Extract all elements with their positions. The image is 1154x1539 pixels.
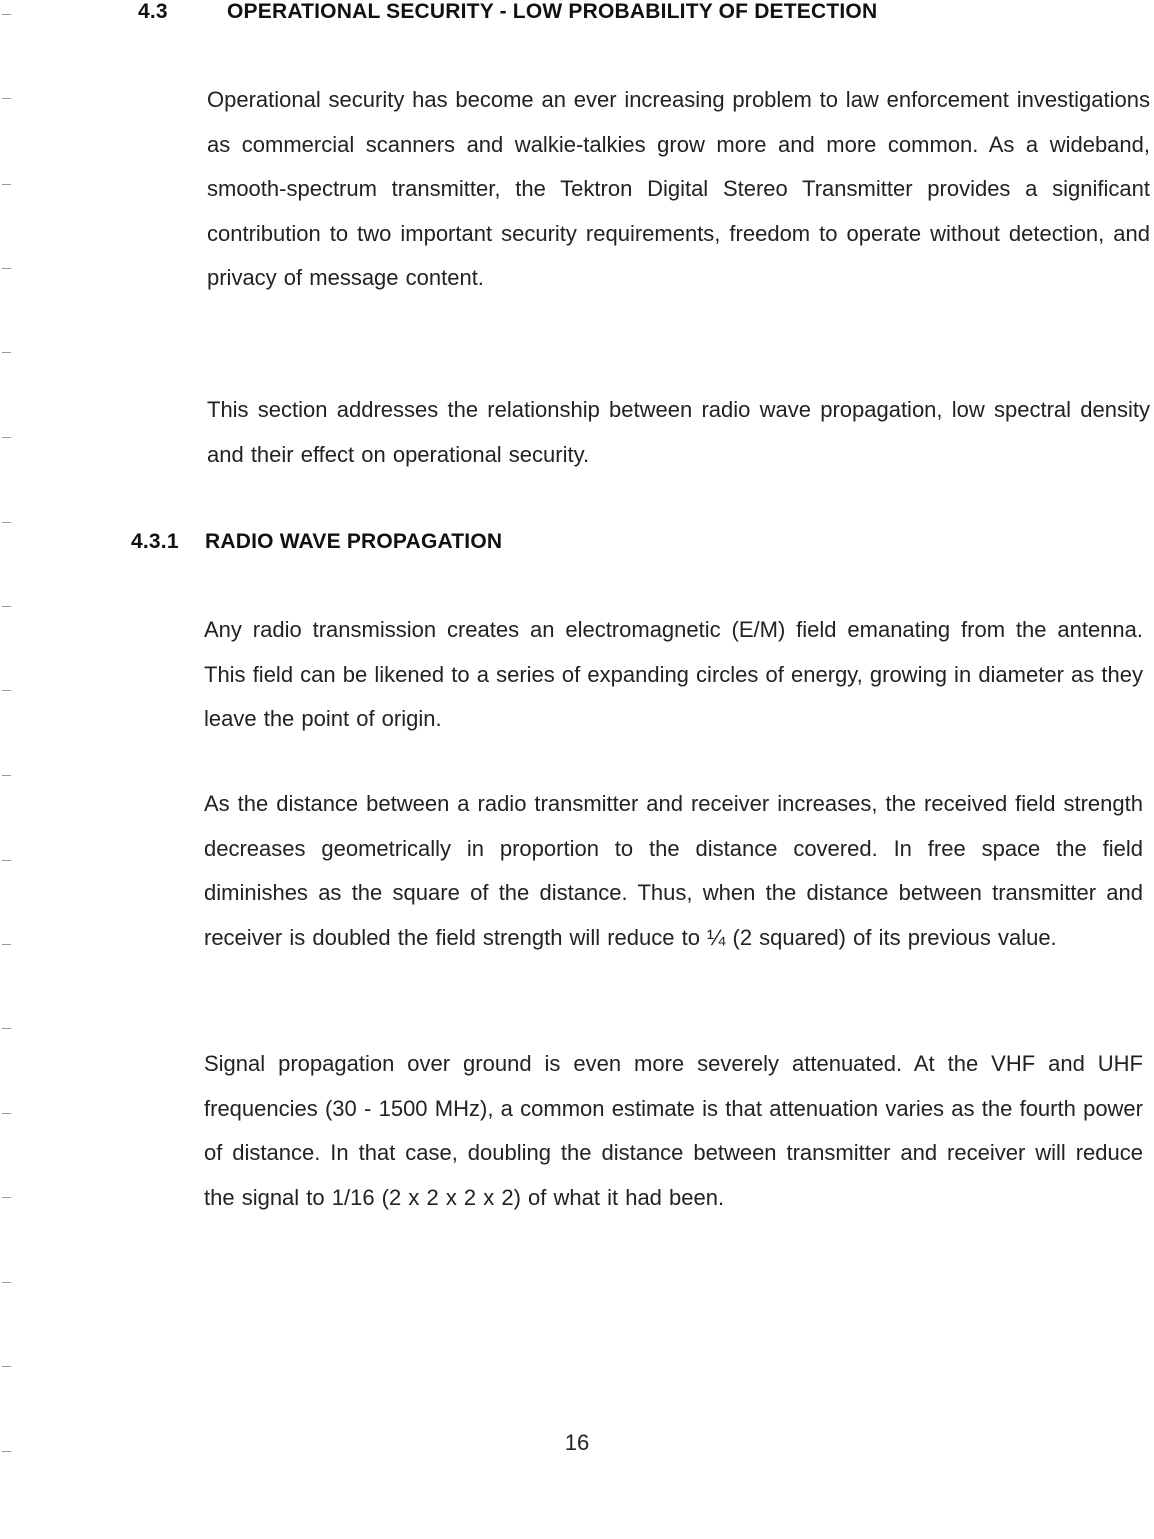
section-title: OPERATIONAL SECURITY - LOW PROBABILITY OF DETECTION: [227, 0, 878, 23]
section-number: 4.3: [138, 0, 168, 23]
page-number: 16: [564, 1430, 590, 1455]
binding-margin-marks: [0, 0, 14, 1539]
subsection-number: 4.3.1: [131, 530, 179, 553]
paragraph: As the distance between a radio transmitter and receiver increases, the received field strength decreases geometrically in proportion to the distance covered. In free space the field diminishes as the square of the distance. Thus, when the distance between transmitter and receiver is doubled the field strength will reduce to ¼ (2 squared) of its previous value.: [204, 791, 1143, 950]
subsection-title: RADIO WAVE PROPAGATION: [205, 530, 503, 553]
paragraph: Signal propagation over ground is even more severely attenuated. At the VHF and UHF frequencies (30 - 1500 MHz), a common estimate is that attenuation varies as the fourth power of distance. In that case, doubling the distance between transmitter and receiver will reduce the signal to 1/16 (2 x 2 x 2 x 2) of what it had been.: [204, 1051, 1143, 1210]
paragraph: Operational security has become an ever increasing problem to law enforcement investigations as commercial scanners and walkie-talkies grow more and more common. As a wideband, smooth-spectrum transmitter, the Tektron Digital Stereo Transmitter provides a significant contribution to two important security requirements, freedom to operate without detection, and privacy of message content.: [207, 87, 1150, 290]
paragraph: This section addresses the relationship between radio wave propagation, low spectral density and their effect on operational security.: [207, 397, 1150, 467]
paragraph: Any radio transmission creates an electromagnetic (E/M) field emanating from the antenna. This field can be likened to a series of expanding circles of energy, growing in diameter as they leave the point of origin.: [204, 617, 1143, 731]
